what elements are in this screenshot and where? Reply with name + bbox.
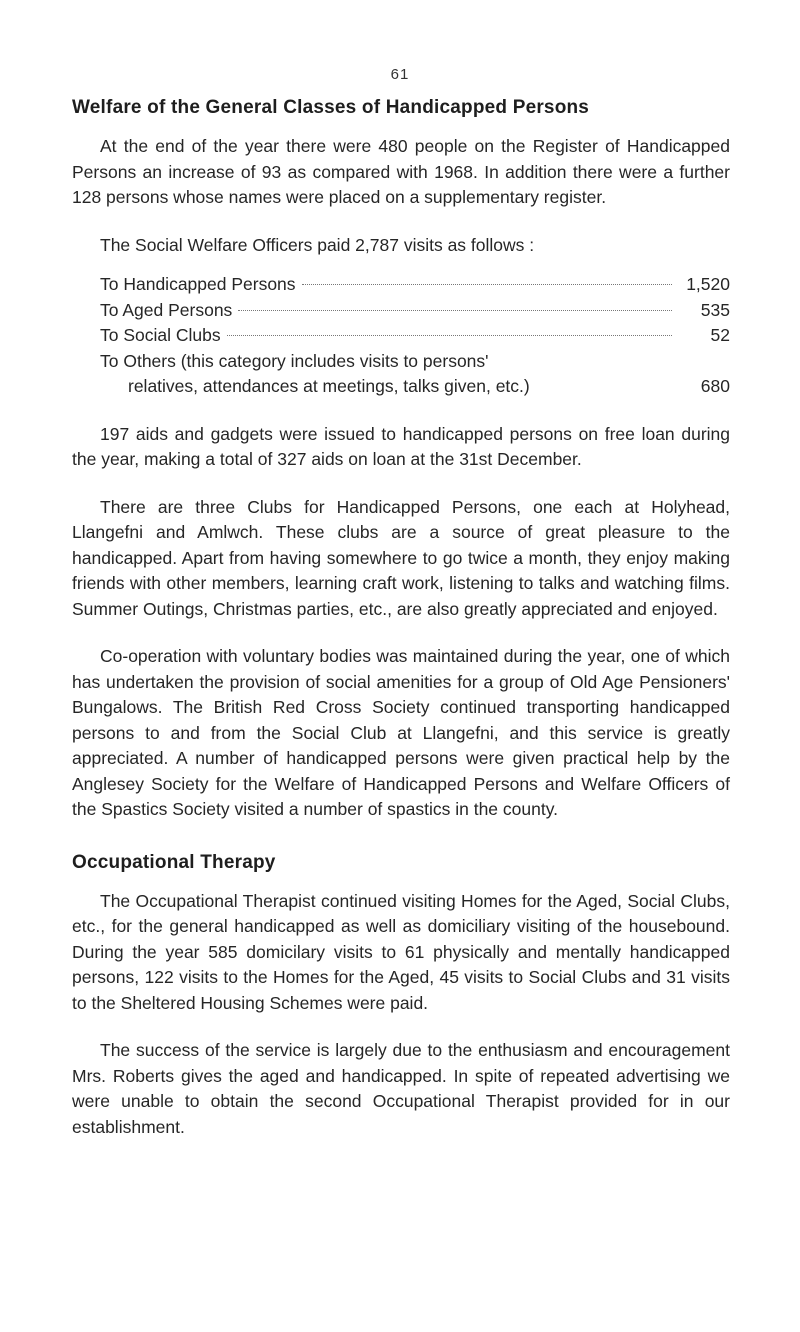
dot-leader bbox=[238, 310, 672, 311]
visit-label-others-line1: To Others (this category includes visits to persons' bbox=[100, 350, 489, 371]
visit-row bbox=[72, 272, 730, 298]
visit-label: To Social Clubs bbox=[100, 325, 221, 345]
visits-list bbox=[72, 272, 730, 400]
visit-row bbox=[72, 298, 730, 324]
visit-label-others-line2: relatives, attendances at meetings, talks given, etc.) bbox=[128, 376, 530, 396]
visit-row-others bbox=[72, 349, 730, 400]
paragraph-register: At the end of the year there were 480 people on the Register of Handicapped Persons an increase of 93 as compared with 1968. In addition there were a further 128 persons whose names were placed on a supplementary register. bbox=[72, 136, 730, 207]
paragraph-therapist-visits: The Occupational Therapist continued visiting Homes for the Aged, Social Clubs, etc., for the general handicapped as well as domiciliary visiting of the housebound. During the year 585 domicilary visits to 61 physically and mentally handicapped persons, 122 visits to the Homes for the Aged, 45 visits to Social Clubs and 31 visits to the Sheltered Housing Schemes were paid. bbox=[72, 890, 730, 1013]
visit-row bbox=[72, 323, 730, 349]
paragraph-aids: 197 aids and gadgets were issued to handicapped persons on free loan during the year, making a total of 327 aids on loan at the 31st December. bbox=[72, 423, 730, 469]
visit-label: To Handicapped Persons bbox=[100, 274, 296, 294]
paragraph-visits-intro: The Social Welfare Officers paid 2,787 visits as follows : bbox=[100, 234, 535, 255]
paragraph-cooperation: Co-operation with voluntary bodies was maintained during the year, one of which has undertaken the provision of social amenities for a group of Old Age Pensioners' Bungalows. The British Red Cross Society continued transporting handicapped persons to and from the Social Club at Llangefni, and this service is greatly appreciated. A number of handicapped persons were given practical help by the Anglesey Society for the Welfare of Handicapped Persons and Welfare Officers of the Spastics Society visited a number of spastics in the county. bbox=[72, 646, 730, 819]
paragraph-service-success: The success of the service is largely due to the enthusiasm and encouragement Mrs. Roberts gives the aged and handicapped. In spite of repeated advertising we were unable to obtain the second Occupational Therapist provided for in our establishment. bbox=[72, 1040, 730, 1137]
visit-count: 52 bbox=[710, 325, 730, 345]
visit-label-others bbox=[100, 349, 678, 400]
visit-count: 1,520 bbox=[686, 274, 730, 294]
paragraph-clubs: There are three Clubs for Handicapped Persons, one each at Holyhead, Llangefni and Amlwch. These clubs are a source of great pleasure to the handicapped. Apart from having somewhere to go twice a month, they enjoy making friends with other members, learning craft work, listening to talks and watching films. Summer Outings, Christmas parties, etc., are also greatly appreciated and enjoyed. bbox=[72, 496, 730, 619]
page-content bbox=[72, 96, 730, 1140]
visit-label: To Aged Persons bbox=[100, 299, 233, 320]
visit-count-others: 680 bbox=[700, 376, 730, 396]
page-number: 61 bbox=[390, 66, 410, 83]
dot-leader bbox=[227, 335, 672, 336]
visit-count: 535 bbox=[700, 299, 730, 320]
dot-leader bbox=[302, 284, 672, 285]
section-heading-welfare: Welfare of the General Classes of Handicapped Persons bbox=[72, 97, 590, 118]
section-heading-occupational-therapy: Occupational Therapy bbox=[72, 851, 276, 873]
